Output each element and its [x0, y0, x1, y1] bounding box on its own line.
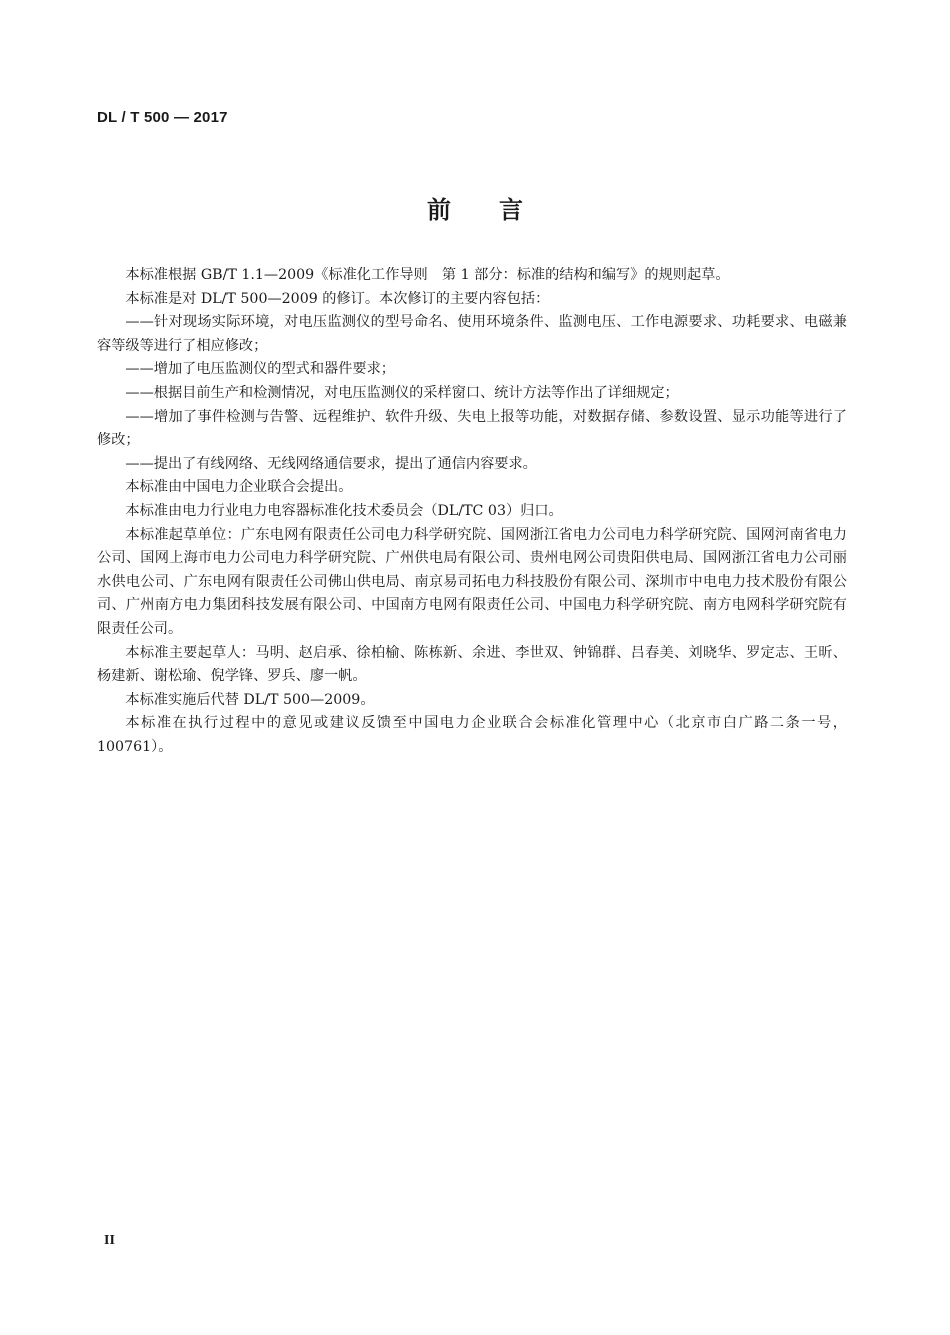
paragraph-feedback: 本标准在执行过程中的意见或建议反馈至中国电力企业联合会标准化管理中心（北京市白广路二条一号，100761）。: [97, 715, 847, 755]
standard-number: DL / T 500 — 2017: [97, 109, 228, 126]
paragraph-revision-intro: 本标准是对 DL/T 500—2009 的修订。本次修订的主要内容包括：: [125, 290, 550, 307]
page-number: II: [104, 1233, 115, 1248]
paragraph-replaces: 本标准实施后代替 DL/T 500—2009。: [125, 691, 375, 708]
page-title: 前言: [427, 196, 571, 224]
paragraph-drafting-units: 本标准起草单位：广东电网有限责任公司电力科学研究院、国网浙江省电力公司电力科学研究院、国网河南省电力公司、国网上海市电力公司电力科学研究院、广州供电局有限公司、贵州电网公司贵阳供电局、国网浙江省电力公司丽水供电公司、广东电网有限责任公司佛山供电局、南京易司拓电力科技股份有限公司、深圳市中电电力技术股份有限公司、广州南方电力集团科技发展有限公司、中国南方电网有限责任公司、中国电力科学研究院、南方电网科学研究院有限责任公司。: [97, 526, 847, 637]
paragraph-revision-item: ——根据目前生产和检测情况，对电压监测仪的采样窗口、统计方法等作出了详细规定；: [125, 384, 679, 401]
paragraph-revision-item: ——增加了电压监测仪的型式和器件要求；: [125, 361, 395, 378]
foreword-body: [97, 264, 847, 759]
paragraph-revision-item: ——针对现场实际环境，对电压监测仪的型号命名、使用环境条件、监测电压、工作电源要求、功耗要求、电磁兼容等级等进行了相应修改；: [97, 314, 847, 354]
paragraph-committee: 本标准由电力行业电力电容器标准化技术委员会（DL/TC 03）归口。: [125, 502, 563, 519]
paragraph-drafting-rules: 本标准根据 GB/T 1.1—2009《标准化工作导则 第 1 部分：标准的结构和编写》的规则起草。: [125, 267, 730, 283]
paragraph-revision-item: ——提出了有线网络、无线网络通信要求，提出了通信内容要求。: [125, 455, 537, 472]
paragraph-drafters: 本标准主要起草人：马明、赵启承、徐柏榆、陈栋新、余进、李世双、钟锦群、吕春美、刘晓华、罗定志、王昕、杨建新、谢松瑜、倪学锋、罗兵、廖一帆。: [97, 644, 847, 685]
paragraph-proposer: 本标准由中国电力企业联合会提出。: [125, 479, 353, 496]
paragraph-revision-item: ——增加了事件检测与告警、远程维护、软件升级、失电上报等功能，对数据存储、参数设置、显示功能等进行了修改；: [97, 408, 847, 449]
